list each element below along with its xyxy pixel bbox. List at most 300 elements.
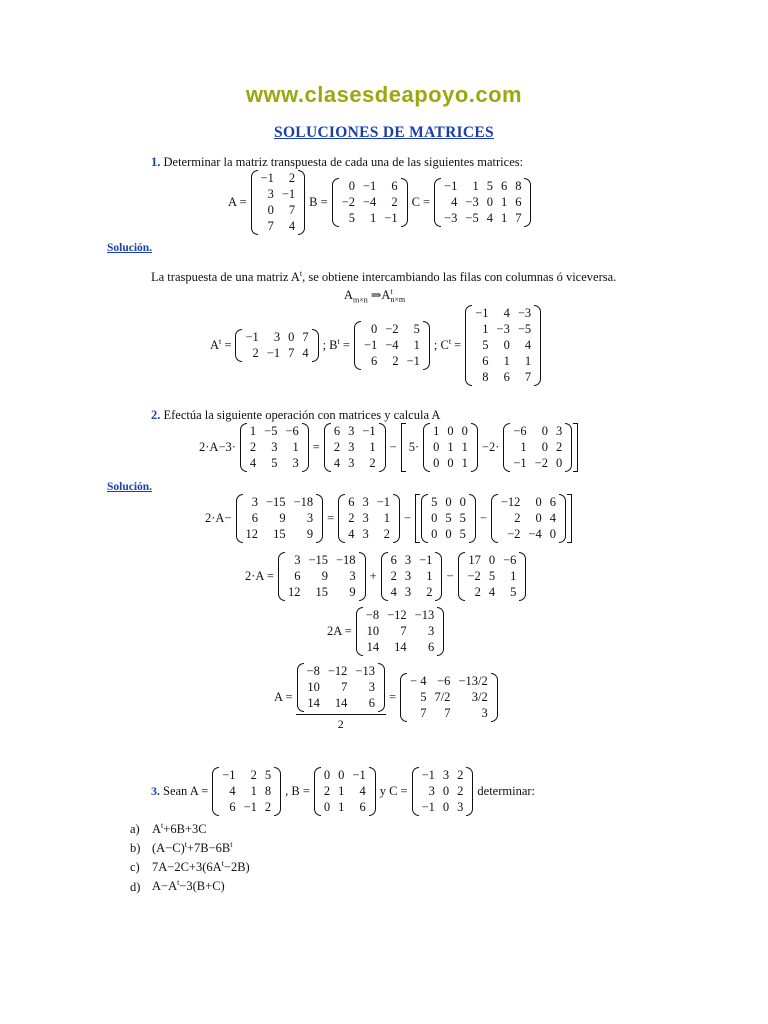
matrix-cell: 2 — [514, 511, 521, 525]
matrix-cell: −6 — [437, 674, 451, 688]
paren-left — [235, 329, 242, 362]
matrix-cell: 3 — [481, 706, 488, 720]
paren-left — [338, 494, 345, 543]
paren-right — [491, 673, 498, 722]
paren-right — [524, 178, 531, 227]
matrix-cell: 6 — [515, 195, 522, 209]
item-label: b) — [130, 841, 141, 856]
paren-right — [437, 607, 444, 656]
problem-1-statement — [151, 155, 523, 170]
matrix-cell: 15 — [273, 527, 286, 541]
matrix-cell: − 4 — [410, 674, 427, 688]
paren-left — [251, 170, 258, 235]
matrix-cell: 1 — [520, 440, 527, 454]
matrix-cell: 1 — [370, 211, 377, 225]
matrix-cell: 5 — [445, 511, 452, 525]
paren-right — [466, 767, 473, 816]
matrix-grid — [388, 552, 436, 601]
expr: 2·A−3· — [199, 440, 236, 454]
matrix-cell: 9 — [306, 527, 314, 541]
matrix-cell: 0 — [461, 424, 468, 438]
text: La traspuesta de una matriz A — [151, 270, 300, 285]
matrix-cell: −2 — [341, 195, 355, 209]
text: Sean A = — [163, 784, 209, 798]
matrix-cell: −3 — [465, 195, 479, 209]
matrix-cell: 0 — [486, 195, 493, 209]
problem-2-equation — [196, 423, 579, 472]
paren-right — [274, 767, 281, 816]
matrix-cell: −4 — [385, 338, 399, 352]
matrix-cell: −5 — [465, 211, 479, 225]
expr: A = — [274, 690, 293, 704]
matrix-cell: 1 — [461, 440, 468, 454]
matrix-cell: −1 — [281, 187, 296, 201]
matrix-cell: 6 — [371, 354, 378, 368]
text: ⇒A — [370, 288, 391, 302]
matrix-cell: −1 — [222, 768, 236, 782]
matrix-cell: 3 — [555, 424, 563, 438]
matrix-cell: 1 — [338, 800, 345, 814]
matrix-cell: 0 — [338, 768, 345, 782]
matrix-cell: 5 — [413, 322, 420, 336]
matrix-cell: 4 — [488, 585, 496, 599]
list-item — [130, 875, 250, 894]
matrix-grid — [304, 663, 378, 712]
matrix-cell: 1 — [338, 784, 345, 798]
sup: t — [219, 337, 222, 347]
matrix-cell: 0 — [541, 424, 548, 438]
matrix-grid — [243, 494, 317, 543]
matrix-cell: 0 — [445, 495, 452, 509]
matrix-cell: 0 — [459, 495, 466, 509]
solution-2-line-4 — [271, 663, 499, 732]
matrix-grid — [407, 673, 491, 722]
text: determinar: — [477, 784, 536, 798]
bracket — [567, 494, 572, 543]
paren-left — [278, 552, 285, 601]
matrix — [465, 305, 541, 386]
solution-2-line-3 — [324, 607, 445, 656]
matrix-cell: 7/2 — [434, 690, 451, 704]
problem-text: Efectúa la siguiente operación con matrices y calcula A — [163, 408, 441, 422]
matrix-cell: 1 — [413, 338, 420, 352]
matrix-cell: −1 — [376, 495, 390, 509]
text: A — [344, 288, 354, 302]
paren-right — [369, 767, 376, 816]
solution-2-line-1 — [202, 494, 573, 543]
bracket — [573, 423, 578, 472]
matrix-cell: 3 — [404, 585, 412, 599]
matrix-cell: −1 — [362, 424, 376, 438]
matrix — [356, 607, 444, 656]
matrix-cell: −4 — [362, 195, 377, 209]
matrix-cell: 3 — [271, 440, 278, 454]
matrix-cell: 0 — [503, 338, 510, 352]
matrix-cell: 2 — [457, 768, 464, 782]
matrix — [240, 423, 309, 472]
matrix-cell: 2 — [250, 768, 257, 782]
matrix-cell: −1 — [419, 553, 433, 567]
op: = — [327, 511, 335, 525]
matrix-cell: −1 — [260, 171, 274, 185]
paren-right — [559, 494, 566, 543]
op: −2· — [481, 440, 500, 454]
matrix-cell: 3 — [294, 553, 301, 567]
text: = — [224, 338, 232, 353]
at-label — [207, 337, 234, 353]
group — [406, 423, 574, 472]
matrix-a-label: A = — [228, 195, 247, 209]
matrix-cell: −6 — [285, 424, 299, 438]
sup: t — [448, 337, 452, 347]
matrix-grid — [285, 552, 359, 601]
paren-left — [421, 494, 428, 543]
matrix-cell: −1 — [245, 330, 259, 344]
matrix-cell: 2 — [252, 346, 259, 360]
problem-number: 1. — [151, 155, 161, 169]
matrix-grid — [345, 494, 393, 543]
problem-text: Determinar la matriz transpuesta de cada una de las siguientes matrices: — [163, 155, 524, 169]
paren-right — [312, 329, 319, 362]
matrix-cell: 3 — [362, 495, 369, 509]
problem-number: 2. — [151, 408, 161, 422]
matrix-cell: 3 — [428, 784, 435, 798]
matrix-cell: 5 — [488, 569, 496, 583]
matrix-cell: 5 — [486, 179, 493, 193]
matrix — [212, 767, 281, 816]
matrix — [381, 552, 443, 601]
paren-left — [423, 423, 430, 472]
matrix-cell: 3 — [306, 511, 314, 525]
paren-left — [236, 494, 243, 543]
matrix-cell: 2 — [249, 440, 257, 454]
matrix-cell: 4 — [302, 346, 309, 360]
matrix-cell: 12 — [287, 585, 301, 599]
matrix-cell: 6 — [251, 511, 258, 525]
op: + — [369, 569, 377, 583]
sup: t — [299, 269, 303, 278]
sup: t — [161, 821, 164, 830]
paren-left — [434, 178, 441, 227]
matrix — [251, 170, 306, 235]
expr: 2·A = — [245, 569, 274, 583]
fraction-line — [296, 714, 386, 715]
matrix-cell: 4 — [486, 211, 493, 225]
matrix-cell: −15 — [266, 495, 286, 509]
op: − — [446, 569, 454, 583]
expr: 2·A− — [205, 511, 232, 525]
matrix-cell: 14 — [394, 640, 407, 654]
matrix-cell: 4 — [524, 338, 532, 352]
text: −3(B+C) — [179, 879, 225, 894]
matrix-cell: 7 — [515, 211, 522, 225]
matrix-grid — [339, 178, 401, 227]
matrix-grid — [331, 423, 379, 472]
matrix-cell: 9 — [321, 569, 328, 583]
matrix-cell: 12 — [245, 527, 258, 541]
matrix-cell: −5 — [517, 322, 532, 336]
matrix-grid — [472, 305, 534, 386]
text: A−A — [152, 879, 178, 894]
matrix-cell: 4 — [549, 511, 556, 525]
ct-label — [431, 337, 464, 353]
paren-right — [565, 423, 572, 472]
matrix-cell: 0 — [348, 179, 355, 193]
matrix-grid — [363, 607, 437, 656]
matrix-cell: −2 — [507, 527, 521, 541]
matrix-cell: 3/2 — [471, 690, 488, 704]
matrix-cell: 6 — [348, 495, 355, 509]
matrix-cell: 1 — [503, 354, 510, 368]
matrix-cell: −1 — [421, 800, 435, 814]
sup: t — [184, 840, 187, 850]
matrix-cell: 15 — [315, 585, 328, 599]
sub: m×n — [353, 295, 368, 305]
matrix-cell: 7 — [400, 624, 407, 638]
bt-label — [320, 337, 353, 353]
matrix — [412, 767, 474, 816]
matrix-cell: 0 — [447, 456, 454, 470]
matrix-c-label: C = — [411, 195, 431, 209]
paren-left — [458, 552, 465, 601]
matrix-cell: −1 — [243, 800, 257, 814]
matrix-cell: 6 — [359, 800, 366, 814]
paren-right — [469, 494, 476, 543]
op: − — [479, 511, 487, 525]
matrix-cell: 4 — [348, 527, 355, 541]
matrix-cell: 8 — [264, 784, 272, 798]
matrix-cell: 7 — [288, 203, 296, 217]
fraction — [296, 663, 386, 732]
op: = — [312, 440, 320, 454]
problem-number: 3. — [151, 784, 160, 798]
matrix-cell: −12 — [327, 664, 348, 678]
matrix — [491, 494, 566, 543]
matrix-cell: 14 — [307, 696, 320, 710]
paren-left — [400, 673, 407, 722]
bracket-group — [401, 423, 579, 472]
matrix-cell: −2 — [467, 569, 481, 583]
supsub — [390, 288, 405, 304]
matrix-cell: 3 — [348, 440, 355, 454]
matrix-cell: −13/2 — [458, 674, 488, 688]
matrix-cell: −1 — [444, 179, 458, 193]
matrix-cell: −8 — [306, 664, 320, 678]
problem-3-statement — [151, 767, 538, 816]
problem-3-list — [130, 818, 250, 895]
matrix-cell: 2 — [323, 784, 331, 798]
matrix-cell: −13 — [414, 608, 435, 622]
matrix-cell: 6 — [229, 800, 236, 814]
matrix-cell: 2 — [288, 171, 296, 185]
paren-left — [240, 423, 247, 472]
matrix-cell: 0 — [541, 440, 548, 454]
matrix-cell: 5 — [459, 511, 466, 525]
matrix-grid — [219, 767, 274, 816]
matrix-cell: 9 — [279, 511, 286, 525]
matrix-cell: 0 — [433, 440, 440, 454]
op: = — [388, 690, 397, 704]
matrix-cell: 9 — [349, 585, 356, 599]
paren-left — [314, 767, 321, 816]
matrix-cell: −12 — [500, 495, 521, 509]
matrix-cell: −1 — [513, 456, 527, 470]
matrix-cell: 4 — [359, 784, 366, 798]
list-item — [130, 856, 250, 875]
matrix-cell: 2 — [555, 440, 563, 454]
matrix — [503, 423, 572, 472]
matrix-grid — [242, 329, 311, 362]
matrix-cell: 0 — [431, 511, 438, 525]
matrix-grid — [321, 767, 369, 816]
group — [420, 494, 567, 543]
matrix-cell: 3 — [349, 569, 356, 583]
matrix-grid — [361, 321, 423, 370]
text: 7A−2C+3(6A — [152, 860, 222, 875]
solution-label: Solución. — [107, 242, 153, 254]
matrix-cell: 6 — [368, 696, 375, 710]
matrix-cell: 7 — [524, 370, 532, 384]
matrix-cell: 14 — [334, 696, 348, 710]
matrix — [235, 329, 318, 362]
matrix-cell: 0 — [323, 768, 331, 782]
matrix-cell: 4 — [503, 306, 510, 320]
matrix-cell: 0 — [323, 800, 331, 814]
matrix-cell: 5 — [459, 527, 466, 541]
matrix-cell: 17 — [468, 553, 481, 567]
matrix-cell: 0 — [267, 203, 274, 217]
matrix-grid — [428, 494, 469, 543]
text: +7B−6B — [186, 841, 231, 856]
matrix-cell: 10 — [366, 624, 380, 638]
matrix — [236, 494, 324, 543]
matrix-cell: −6 — [513, 424, 527, 438]
matrix-cell: 1 — [461, 456, 468, 470]
matrix — [338, 494, 400, 543]
matrix — [278, 552, 366, 601]
matrix-cell: 3 — [362, 511, 369, 525]
matrix-cell: 3 — [348, 424, 355, 438]
matrix-cell: 1 — [482, 322, 489, 336]
matrix-cell: 0 — [371, 322, 378, 336]
matrix-cell: 4 — [333, 456, 341, 470]
solution-label: Solución. — [107, 481, 153, 493]
matrix-cell: 0 — [431, 527, 438, 541]
matrix-cell: 14 — [366, 640, 380, 654]
matrix-cell: 0 — [442, 800, 450, 814]
matrix-cell: −4 — [528, 527, 542, 541]
matrix-grid — [419, 767, 467, 816]
matrix — [434, 178, 531, 227]
matrix-cell: −1 — [475, 306, 489, 320]
matrix — [421, 494, 476, 543]
matrix — [314, 767, 376, 816]
matrix-cell: 0 — [433, 456, 440, 470]
text: A — [152, 822, 162, 837]
matrix-cell: 0 — [535, 495, 542, 509]
matrix — [400, 673, 498, 722]
matrix-cell: 5 — [264, 768, 272, 782]
matrix-cell: −12 — [387, 608, 407, 622]
matrix-cell: −15 — [308, 553, 328, 567]
matrix-cell: 1 — [500, 195, 508, 209]
matrix — [423, 423, 478, 472]
paren-left — [354, 321, 361, 370]
paren-left — [503, 423, 510, 472]
matrix-cell: 1 — [524, 354, 532, 368]
paren-left — [356, 607, 363, 656]
matrix-cell: −1 — [266, 346, 281, 360]
text: −2B) — [223, 860, 250, 875]
matrix-cell: 1 — [500, 211, 508, 225]
solution-text — [151, 269, 616, 285]
list-item — [130, 818, 250, 837]
matrix — [297, 663, 385, 712]
matrix-cell: 3 — [457, 800, 464, 814]
op: − — [389, 440, 397, 454]
paren-right — [519, 552, 526, 601]
matrix-cell: 1 — [292, 440, 299, 454]
matrix-cell: −1 — [384, 211, 398, 225]
item-label: c) — [130, 860, 140, 875]
matrix-cell: 8 — [515, 179, 522, 193]
list-item — [130, 837, 250, 856]
op: − — [404, 511, 412, 525]
matrix-cell: 3 — [442, 768, 450, 782]
matrix-cell: 6 — [333, 424, 341, 438]
matrix-cell: 2 — [457, 784, 464, 798]
matrix-cell: 7 — [444, 706, 451, 720]
matrix-cell: 1 — [510, 569, 517, 583]
matrix — [332, 178, 408, 227]
matrix-cell: 3 — [273, 330, 281, 344]
matrix-cell: −3 — [496, 322, 510, 336]
matrix-cell: 3 — [292, 456, 299, 470]
matrix-cell: 2 — [426, 585, 433, 599]
transpose-rule — [344, 287, 405, 305]
matrix-cell: 6 — [391, 179, 398, 193]
paren-left — [491, 494, 498, 543]
matrix-cell: 3 — [368, 680, 375, 694]
text: (A−C) — [152, 841, 185, 856]
paren-right — [401, 178, 408, 227]
sup: t — [177, 878, 180, 888]
matrix-cell: 2 — [264, 800, 272, 814]
paren-left — [412, 767, 419, 816]
matrix-cell: 0 — [447, 424, 454, 438]
paren-left — [332, 178, 339, 227]
paren-right — [302, 423, 309, 472]
paren-right — [423, 321, 430, 370]
matrix-cell: 6 — [427, 640, 435, 654]
paren-left — [381, 552, 388, 601]
matrix-cell: 6 — [390, 553, 397, 567]
matrix-cell: −1 — [352, 768, 366, 782]
matrix-cell: 7 — [267, 219, 274, 233]
matrix-cell: −6 — [503, 553, 517, 567]
paren-right — [378, 663, 385, 712]
matrix-cell: 6 — [482, 354, 489, 368]
matrix-cell: 3 — [348, 456, 355, 470]
transposed-matrices — [207, 305, 542, 386]
matrix-cell: 0 — [555, 456, 563, 470]
sup: t — [337, 337, 340, 347]
text: ; C — [433, 338, 449, 353]
matrix-cell: 5 — [510, 585, 517, 599]
bracket-group — [415, 494, 572, 543]
matrix-cell: 0 — [288, 330, 295, 344]
matrix-cell: 3 — [404, 553, 412, 567]
